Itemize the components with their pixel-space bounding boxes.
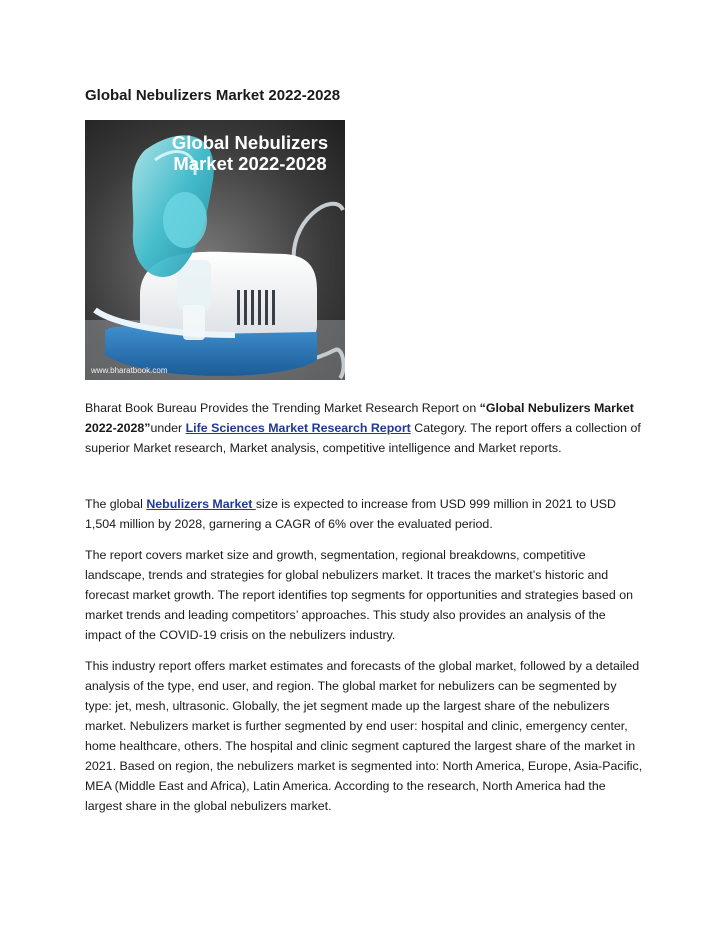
market-size-text: size is expected to increase from USD 999 million in 2021 to USD 1,504 million by 2028, garnering a CAGR of 6% over the evaluated period.	[85, 497, 616, 531]
cover-image	[85, 120, 345, 380]
page-title: Global Nebulizers Market 2022-2028	[85, 87, 341, 104]
cover-title-line1: Global Nebulizers	[171, 132, 329, 153]
cover-title-line2: Market 2022-2028	[173, 153, 327, 174]
life-sciences-link[interactable]: Life Sciences Market Research Report	[185, 421, 411, 435]
paragraph-market-size	[85, 494, 645, 534]
intro-under: under	[150, 421, 186, 435]
paragraph-intro	[85, 398, 645, 458]
market-size-lead: The global	[85, 497, 147, 511]
intro-rest: Category. The report offers a collection of superior Market research, Market analysis, competitive intelligence and Market reports.	[85, 421, 641, 455]
report-title-bold: “Global Nebulizers Market 2022-2028”	[85, 401, 634, 435]
intro-text: Bharat Book Bureau Provides the Trending Market Research Report on	[85, 401, 480, 415]
paragraph-report-coverage: The report covers market size and growth, segmentation, regional breakdowns, competitive landscape, trends and strategies for global nebulizers market. It traces the market’s historic and forecast market growth. The report identifies top segments for opportunities and strategies based on market trends and leading competitors’ approaches. This study also provides an analysis of the impact of the COVID-19 crisis on the nebulizers industry.	[85, 548, 634, 642]
cover-website: www.bharatbook.com	[91, 366, 168, 375]
paragraph-segmentation: This industry report offers market estimates and forecasts of the global market, followed by a detailed analysis of the type, end user, and region. The global market for nebulizers can be segmented by type: jet, mesh, ultrasonic. Globally, the jet segment made up the largest share of the nebulizers market. Nebulizers market is further segmented by end user: hospital and clinic, emergency center, home healthcare, others. The hospital and clinic segment captured the largest share of the market in 2021. Based on region, the nebulizers market is segmented into: North America, Europe, Asia-Pacific, MEA (Middle East and Africa), Latin America. According to the research, North America had the largest share in the global nebulizers market.	[85, 659, 643, 813]
nebulizers-market-link[interactable]: Nebulizers Market	[146, 497, 256, 511]
